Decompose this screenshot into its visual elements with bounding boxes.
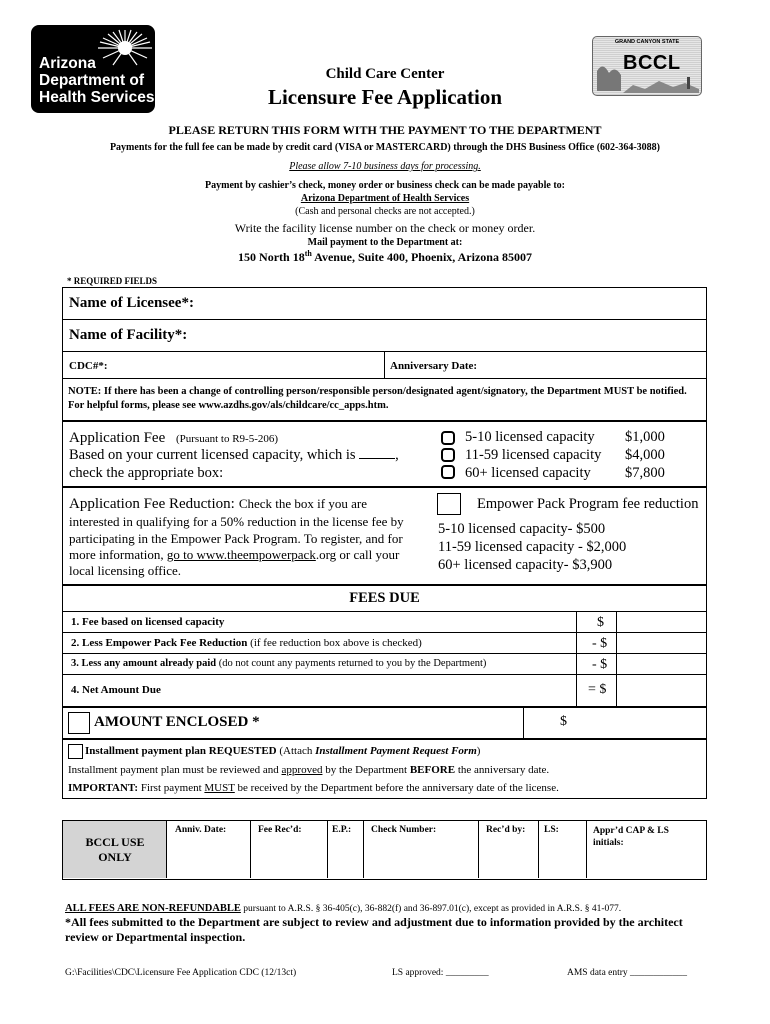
form-title: Licensure Fee Application [267,85,503,109]
badge-text: BCCL [623,52,681,74]
fee-row-2-amount-input[interactable] [617,633,706,653]
file-path: G:\Facilities\CDC\Licensure Fee Application CDC (12/13ct) [65,968,297,978]
badge-top-text: GRAND CANYON STATE [614,39,680,45]
reduction-text-4: more information, go to www.theempowerpack.org or call your [69,547,400,562]
payee-name: Arizona Department of Health Services [300,193,470,204]
fee-recd-col: Fee Rec’d: [258,825,302,835]
cdc-field[interactable] [63,352,385,379]
ep-col: E.P.: [332,825,352,835]
fees-due-title: FEES DUE [349,590,420,606]
empower-pack-checkbox[interactable] [437,493,461,515]
check-number-col: Check Number: [371,825,437,835]
ls-col: LS: [544,825,559,835]
payable-notice: Payment by cashier’s check, money order or business check can be made payable to: [205,180,565,191]
fee-row-1-sign: $ [597,615,604,630]
fee-row-4-sign: = $ [588,682,607,697]
installment-review: Installment payment plan must be reviewed and approved by the Department BEFORE the anniversary date. [68,764,550,776]
anniv-date-col: Anniv. Date: [175,825,227,835]
change-note: NOTE: If there has been a change of controlling person/responsible person/designated agent/signatory, the Department MUST be notified. For helpful forms, please see www.azdhs.gov/als/childcare/cc_apps.htm. [68,386,687,411]
cdc-label: CDC#*: [69,360,108,372]
empower-pack-label: Empower Pack Program fee reduction [477,496,699,512]
application-fee-section [62,421,707,487]
write-license-notice: Write the facility license number on the check or money order. [234,221,536,235]
processing-notice: Please allow 7-10 business days for processing. [289,161,481,172]
anniversary-label: Anniversary Date: [390,360,478,372]
anniversary-date-field[interactable] [385,352,706,379]
capacity-option-label: 60+ licensed capacity [465,465,591,481]
ams-data-entry: AMS data entry ____________ [567,968,688,978]
mail-to-notice: Mail payment to the Department at: [307,237,463,248]
review-adjustment-notice: *All fees submitted to the Department are subject to review and adjustment due to information provided by the architect review or Departmental inspection. [65,915,683,944]
apprd-cap-col: Appr’d CAP & LS initials: [593,826,669,848]
fee-row-2: 2. Less Empower Pack Fee Reduction (if fee reduction box above is checked) [71,637,422,649]
reduction-option: 60+ licensed capacity- $3,900 [438,557,613,573]
form-subtitle: Child Care Center [325,66,445,82]
reduction-heading: Application Fee Reduction: Check the box if you are [69,496,367,512]
capacity-option-label: 5-10 licensed capacity [465,429,595,445]
non-refundable-notice: ALL FEES ARE NON-REFUNDABLE pursuant to A.R.S. § 36-405(c), 36-882(f) and 36-897.01(c), except as provided in A.R.S. § 41-077. [65,903,622,914]
fees-due-section [62,585,707,707]
return-notice: PLEASE RETURN THIS FORM WITH THE PAYMENT TO THE DEPARTMENT [168,123,602,137]
fee-row-4: 4. Net Amount Due [71,684,161,696]
logo-line-3: Health Services [39,89,155,106]
facility-field[interactable] [63,320,706,352]
installment-checkbox[interactable] [68,744,83,759]
bccl-use-label-cell [63,821,167,878]
app-fee-line-3: check the appropriate box: [69,465,224,481]
credit-card-notice: Payments for the full fee can be made by credit card (VISA or MASTERCARD) through the DHS Business Office (602-364-3088) [109,142,661,153]
empower-pack-link[interactable]: go to www.theempowerpack [166,547,316,562]
capacity-5-10-checkbox[interactable] [441,431,455,445]
bccl-use-label: BCCL USE [85,835,145,849]
fee-row-3-sign: - $ [592,657,608,672]
app-fee-heading: Application Fee (Pursuant to R9-5-206) [69,430,279,446]
installment-requested: Installment payment plan REQUESTED (Attach Installment Payment Request Form) [85,745,481,757]
required-fields-note: * REQUIRED FIELDS [67,276,158,286]
fee-row-1-amount-input[interactable] [617,612,706,632]
licensee-label: Name of Licensee*: [69,295,194,311]
app-fee-line-2: Based on your current licensed capacity, which is , [69,447,399,463]
facility-label: Name of Facility*: [69,327,188,343]
reduction-text-3: participating in the Empower Pack Program. To register, and for [69,531,403,546]
fee-row-1: 1. Fee based on licensed capacity [71,616,225,628]
reduction-option: 11-59 licensed capacity - $2,000 [438,539,627,555]
reduction-option: 5-10 licensed capacity- $500 [438,521,606,537]
ls-approved: LS approved: _________ [392,968,489,978]
recd-by-col: Rec’d by: [486,825,526,835]
reduction-text-2: interested in qualifying for a 50% reduction in the license fee by [69,514,404,529]
bccl-only-label: ONLY [98,850,132,864]
fee-row-3-amount-input[interactable] [617,654,706,674]
installment-important: IMPORTANT: First payment MUST be received by the Department before the anniversary date of the license. [68,782,559,794]
fee-row-4-amount-input[interactable] [617,675,706,707]
bccl-use-only-table [62,820,707,880]
logo-line-1: Arizona [39,55,96,72]
capacity-option-amount: $4,000 [625,447,665,463]
licensee-field[interactable] [63,288,706,320]
amount-enclosed-sign: $ [560,714,567,729]
capacity-60-plus-checkbox[interactable] [441,465,455,479]
fee-reduction-section [62,487,707,585]
amount-enclosed-row [62,707,707,739]
mailing-address: 150 North 18th Avenue, Suite 400, Phoenix, Arizona 85007 [238,249,532,264]
amount-enclosed-input[interactable] [524,708,706,738]
fee-row-3: 3. Less any amount already paid (do not count any payments returned to you by the Department) [71,658,487,669]
amount-enclosed-checkbox[interactable] [68,712,90,734]
sun-icon [97,29,153,67]
installment-section [62,739,707,799]
capacity-option-amount: $7,800 [625,465,665,481]
logo-line-2: Department of [39,72,145,89]
capacity-11-59-checkbox[interactable] [441,448,455,462]
amount-enclosed-label: AMOUNT ENCLOSED * [94,714,260,730]
identity-section [62,287,707,421]
reduction-text-5: local licensing office. [69,563,182,578]
capacity-option-label: 11-59 licensed capacity [465,447,602,463]
fee-row-2-sign: - $ [592,636,608,651]
not-accepted-notice: (Cash and personal checks are not accepted.) [295,206,475,217]
capacity-option-amount: $1,000 [625,429,665,445]
